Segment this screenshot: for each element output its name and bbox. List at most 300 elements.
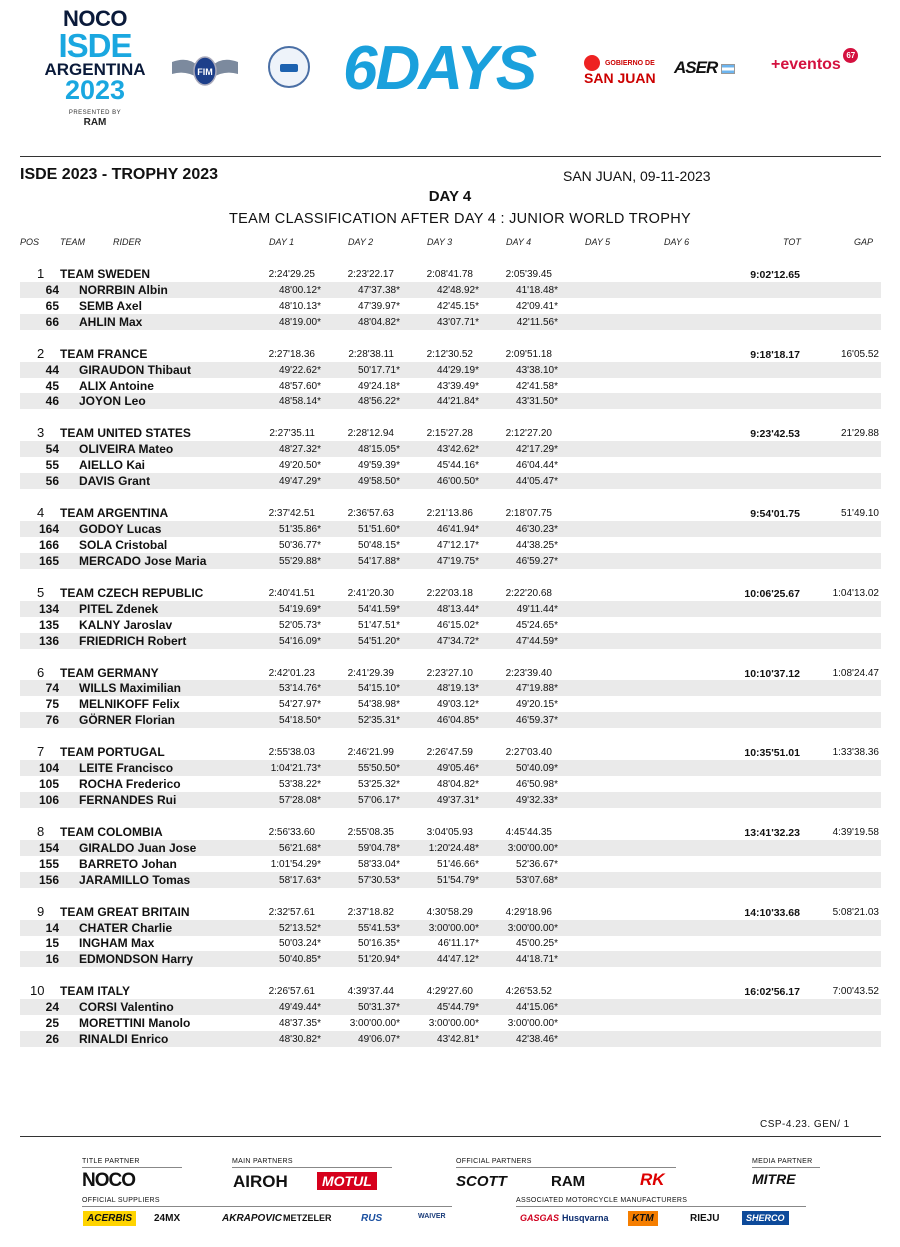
- rider-number: 166: [38, 537, 59, 552]
- rider-day-time: 52'05.73*: [279, 619, 321, 631]
- day-title: DAY 4: [428, 188, 472, 205]
- team-row: [20, 665, 881, 681]
- rider-day-time: 51'46.66*: [437, 858, 479, 870]
- team-day-time: 2:21'13.86: [426, 508, 473, 520]
- rider-day-time: 55'29.88*: [279, 555, 321, 567]
- official-suppliers-label: OFFICIAL SUPPLIERS: [82, 1197, 160, 1204]
- col-day4: DAY 4: [506, 237, 532, 247]
- rider-row: [20, 601, 881, 617]
- event-logo-line3: ARGENTINA: [44, 60, 146, 80]
- rider-day-time: 54'18.50*: [279, 715, 321, 727]
- team-day-time: 4:39'37.44: [347, 986, 394, 998]
- rider-day-time: 46'50.98*: [516, 779, 558, 790]
- rider-row: [20, 378, 881, 394]
- team-day-time: 2:18'07.75: [505, 508, 552, 520]
- team-day-time: 4:45'44.35: [505, 826, 552, 838]
- rider-number: 136: [38, 633, 59, 648]
- rider-day-time: 49'06.07*: [358, 1034, 400, 1045]
- rider-name: JARAMILLO Tomas: [79, 872, 191, 887]
- rider-name: AHLIN Max: [79, 314, 143, 329]
- rider-day-time: 47'39.97*: [358, 300, 400, 312]
- team-row: [20, 425, 881, 441]
- team-day-time: 2:26'47.59: [426, 747, 473, 759]
- team-gap: 1:08'24.47: [832, 667, 879, 679]
- acerbis-logo: ACERBIS: [83, 1211, 136, 1226]
- aser-logo: [674, 58, 735, 78]
- rider-row: [20, 298, 881, 314]
- scott-logo: SCOTT: [456, 1173, 507, 1190]
- col-day2: DAY 2: [348, 237, 374, 247]
- rider-row: [20, 393, 881, 409]
- rider-name: WILLS Maximilian: [79, 681, 182, 696]
- col-day3: DAY 3: [427, 237, 453, 247]
- rider-day-time: 50'48.15*: [358, 539, 400, 551]
- team-day-time: 3:04'05.93: [426, 826, 473, 838]
- col-day1: DAY 1: [269, 237, 295, 247]
- ram-logo: RAM: [551, 1173, 586, 1190]
- team-day-time: 2:24'29.25: [268, 269, 315, 280]
- rider-day-time: 47'44.59*: [516, 635, 558, 647]
- rider-day-time: 54'15.10*: [358, 683, 400, 695]
- rider-day-time: 53'25.32*: [358, 779, 400, 790]
- rider-name: EDMONDSON Harry: [79, 952, 194, 967]
- rider-day-time: 51'51.60*: [358, 524, 400, 535]
- team-position: 6: [37, 664, 45, 680]
- motul-logo: MOTUL: [317, 1172, 377, 1190]
- rider-day-time: 46'11.17*: [437, 938, 479, 950]
- rider-row: [20, 473, 881, 489]
- rider-number: 106: [38, 792, 59, 807]
- rider-name: PITEL Zdenek: [79, 601, 159, 616]
- rider-name: FRIEDRICH Robert: [79, 633, 187, 648]
- official-partners-label: OFFICIAL PARTNERS: [456, 1158, 532, 1165]
- rider-day-time: 49'58.50*: [358, 476, 400, 488]
- col-day6: DAY 6: [664, 237, 690, 247]
- rider-day-time: 48'00.12*: [279, 284, 321, 296]
- team-day-time: 2:37'42.51: [268, 508, 315, 520]
- rider-day-time: 50'03.24*: [279, 938, 321, 950]
- team-day-time: 2:27'03.40: [505, 747, 552, 759]
- rider-number: 26: [45, 1032, 59, 1046]
- team-day-time: 4:30'58.29: [426, 906, 473, 918]
- document-title: ISDE 2023 - TROPHY 2023: [20, 166, 219, 183]
- team-day-time: 4:29'18.96: [505, 906, 552, 918]
- place-date: SAN JUAN, 09-11-2023: [563, 168, 711, 184]
- metzeler-logo: METZELER: [283, 1213, 332, 1223]
- rider-day-time: 43'42.62*: [437, 444, 479, 456]
- rider-day-time: 48'19.00*: [279, 316, 321, 328]
- rider-day-time: 46'15.02*: [437, 619, 479, 631]
- rider-day-time: 46'59.27*: [516, 555, 558, 567]
- rider-name: CHATER Charlie: [79, 920, 173, 935]
- team-day-time: 2:40'41.51: [268, 587, 315, 599]
- team-row: [20, 266, 881, 282]
- team-total: 9:02'12.65: [750, 269, 800, 281]
- team-day-time: 2:27'18.36: [268, 348, 315, 360]
- team-total: 9:54'01.75: [750, 508, 800, 521]
- rider-row: [20, 521, 881, 537]
- rider-number: 55: [45, 458, 59, 473]
- eventos-badge: 67: [843, 48, 858, 63]
- team-row: [20, 824, 881, 840]
- rider-number: 65: [45, 298, 59, 313]
- team-position: 4: [37, 505, 45, 521]
- team-day-time: 2:26'57.61: [268, 986, 315, 998]
- rider-day-time: 46'00.50*: [437, 476, 479, 488]
- team-row: [20, 346, 881, 362]
- team-day-time: 2:05'39.45: [505, 269, 552, 280]
- rider-day-time: 43'31.50*: [516, 396, 558, 408]
- rider-row: [20, 680, 881, 696]
- rider-day-time: 50'31.37*: [358, 1002, 400, 1014]
- waiver-logo: WAIVER: [418, 1213, 446, 1220]
- rider-day-time: 49'37.31*: [437, 794, 479, 806]
- rider-day-time: 50'36.77*: [279, 539, 321, 551]
- rider-day-time: 48'04.82*: [358, 316, 400, 328]
- rider-number: 64: [45, 282, 59, 297]
- rider-day-time: 3:00'00.00*: [507, 842, 558, 854]
- rider-day-time: 49'24.18*: [358, 380, 400, 392]
- rider-day-time: 54'38.98*: [358, 699, 400, 711]
- rider-name: NORRBIN Albin: [79, 282, 168, 297]
- col-rider: RIDER: [113, 237, 142, 247]
- rider-row: [20, 617, 881, 633]
- official-suppliers-line: [82, 1206, 452, 1207]
- rider-number: 44: [45, 362, 59, 377]
- rider-day-time: 52'35.31*: [358, 715, 400, 727]
- rider-number: 56: [45, 474, 59, 489]
- rider-number: 104: [38, 761, 59, 776]
- rider-day-time: 3:00'00.00*: [428, 922, 479, 934]
- rider-day-time: 50'40.09*: [516, 763, 558, 775]
- team-total: 10:35'51.01: [744, 747, 800, 760]
- rider-row: [20, 951, 881, 967]
- rider-number: 24: [45, 1000, 59, 1015]
- rider-day-time: 55'41.53*: [358, 922, 400, 934]
- fim-emblem-icon: [170, 52, 240, 88]
- rider-day-time: 48'58.14*: [279, 396, 321, 408]
- rider-row: [20, 537, 881, 553]
- rider-day-time: 41'18.48*: [516, 284, 558, 296]
- team-gap: 21'29.88: [840, 428, 879, 440]
- rider-day-time: 46'04.44*: [516, 460, 558, 472]
- rider-name: GODOY Lucas: [79, 522, 162, 536]
- team-name: TEAM GREAT BRITAIN: [60, 904, 190, 919]
- rider-name: GIRALDO Juan Jose: [79, 840, 197, 855]
- rider-row: [20, 999, 881, 1015]
- rider-day-time: 53'07.68*: [516, 874, 558, 886]
- event-logo-line6: RAM: [83, 116, 107, 128]
- rider-number: 66: [45, 314, 59, 329]
- team-name: TEAM ITALY: [60, 984, 131, 999]
- svg-text:FIM: FIM: [197, 67, 213, 77]
- rider-day-time: 51'54.79*: [437, 874, 479, 886]
- rus-logo: RUS: [361, 1213, 383, 1224]
- rider-row: [20, 760, 881, 776]
- rider-day-time: 52'13.52*: [279, 922, 321, 934]
- team-gap: 1:04'13.02: [832, 587, 879, 599]
- rk-logo: RK: [640, 1170, 665, 1189]
- event-logo-line1: NOCO: [63, 6, 127, 31]
- rider-number: 135: [38, 617, 59, 632]
- rider-number: 156: [38, 872, 59, 887]
- rider-day-time: 42'38.46*: [516, 1034, 558, 1045]
- main-partners-label: MAIN PARTNERS: [232, 1158, 293, 1165]
- rider-day-time: 49'59.39*: [358, 460, 400, 472]
- rider-day-time: 53'14.76*: [279, 683, 321, 695]
- rider-name: RINALDI Enrico: [79, 1032, 169, 1046]
- rider-number: 25: [45, 1016, 59, 1031]
- rider-day-time: 47'12.17*: [437, 539, 479, 551]
- rider-row: [20, 712, 881, 728]
- team-position: 7: [37, 744, 45, 760]
- rider-number: 54: [45, 442, 59, 457]
- rider-row: [20, 441, 881, 457]
- team-day-time: 2:22'20.68: [505, 587, 552, 599]
- media-partner-line: [752, 1167, 820, 1168]
- team-day-time: 4:26'53.52: [505, 986, 552, 998]
- team-gap: 16'05.52: [840, 348, 879, 360]
- rider-day-time: 45'44.79*: [437, 1002, 479, 1014]
- rider-name: GÖRNER Florian: [79, 713, 176, 728]
- team-gap: 51'49.10: [840, 508, 879, 520]
- rider-day-time: 57'28.08*: [279, 794, 321, 806]
- eventos-text: +eventos: [771, 56, 841, 73]
- rider-row: [20, 920, 881, 936]
- rider-row: [20, 1015, 881, 1031]
- team-day-time: 2:23'22.17: [347, 269, 394, 280]
- event-logo-line5: PRESENTED BY: [68, 109, 122, 116]
- team-position: 3: [37, 425, 45, 441]
- noco-footer-logo: NOCO: [82, 1170, 135, 1191]
- rider-day-time: 42'17.29*: [516, 444, 558, 456]
- title-partner-line: [82, 1167, 182, 1168]
- camo-emblem-icon: [268, 46, 310, 88]
- rider-row: [20, 314, 881, 330]
- rider-day-time: 54'17.88*: [358, 555, 400, 567]
- rider-name: KALNY Jaroslav: [79, 617, 173, 632]
- rider-day-time: 43'42.81*: [437, 1034, 479, 1045]
- argentina-flag-icon: [721, 64, 735, 74]
- rider-name: INGHAM Max: [79, 936, 155, 951]
- sun-icon: [584, 55, 600, 71]
- team-row: [20, 904, 881, 920]
- rider-name: JOYON Leo: [79, 394, 146, 409]
- team-name: TEAM CZECH REPUBLIC: [60, 585, 204, 600]
- team-total: 16:02'56.17: [744, 986, 800, 999]
- rider-number: 75: [45, 697, 59, 712]
- team-name: TEAM UNITED STATES: [60, 426, 191, 441]
- team-day-time: 2:55'08.35: [347, 826, 394, 838]
- team-day-time: 2:12'30.52: [426, 348, 473, 360]
- team-name: TEAM SWEDEN: [60, 267, 150, 281]
- team-gap: 5:08'21.03: [832, 906, 879, 918]
- rider-day-time: 49'05.46*: [437, 763, 479, 775]
- header-logos: [0, 0, 900, 140]
- rider-day-time: 49'32.33*: [516, 794, 558, 806]
- rider-day-time: 43'38.10*: [516, 364, 558, 376]
- rider-day-time: 51'35.86*: [279, 524, 321, 535]
- team-name: TEAM GERMANY: [60, 665, 159, 680]
- rider-day-time: 48'19.13*: [437, 683, 479, 695]
- eventos-logo: [771, 51, 858, 74]
- event-logo-line2: ISDE: [58, 27, 132, 64]
- team-total: 14:10'33.68: [744, 906, 800, 919]
- rider-day-time: 44'47.12*: [437, 954, 479, 966]
- rider-day-time: 58'33.04*: [358, 858, 400, 870]
- team-day-time: 2:23'27.10: [426, 667, 473, 679]
- rider-day-time: 50'40.85*: [279, 954, 321, 966]
- rider-day-time: 50'17.71*: [358, 364, 400, 376]
- rider-day-time: 49'22.62*: [279, 364, 321, 376]
- rider-day-time: 58'17.63*: [279, 874, 321, 886]
- rider-day-time: 43'39.49*: [437, 380, 479, 392]
- rider-day-time: 54'41.59*: [358, 603, 400, 615]
- team-row: [20, 744, 881, 760]
- rider-name: AIELLO Kai: [79, 458, 146, 473]
- rider-row: [20, 633, 881, 649]
- rider-day-time: 3:00'00.00*: [349, 1018, 400, 1030]
- san-juan-logo: [584, 55, 656, 86]
- team-day-time: 2:23'39.40: [505, 667, 552, 679]
- rider-day-time: 49'03.12*: [437, 699, 479, 711]
- rider-day-time: 47'37.38*: [358, 284, 400, 296]
- rider-day-time: 42'09.41*: [516, 300, 558, 312]
- rider-day-time: 47'34.72*: [437, 635, 479, 647]
- rider-day-time: 3:00'00.00*: [507, 1018, 558, 1030]
- ktm-logo: KTM: [628, 1211, 658, 1226]
- rider-row: [20, 840, 881, 856]
- rider-day-time: 42'41.58*: [516, 380, 558, 392]
- team-day-time: 2:08'41.78: [426, 269, 473, 280]
- rider-day-time: 44'29.19*: [437, 364, 479, 376]
- official-partners-line: [456, 1167, 676, 1168]
- rider-row: [20, 872, 881, 888]
- rider-day-time: 48'15.05*: [358, 444, 400, 456]
- rider-name: GIRAUDON Thibaut: [79, 362, 191, 377]
- media-partner-label: MEDIA PARTNER: [752, 1158, 813, 1165]
- rider-row: [20, 362, 881, 378]
- rider-day-time: 45'44.16*: [437, 460, 479, 472]
- rider-day-time: 51'47.51*: [358, 619, 400, 631]
- rider-day-time: 48'27.32*: [279, 444, 321, 456]
- rider-name: FERNANDES Rui: [79, 792, 177, 807]
- rider-day-time: 47'19.75*: [437, 555, 479, 567]
- team-day-time: 2:15'27.28: [426, 428, 473, 440]
- rider-number: 154: [38, 840, 59, 855]
- team-total: 9:18'18.17: [750, 348, 800, 361]
- rider-row: [20, 792, 881, 808]
- san-juan-big: SAN JUAN: [584, 70, 656, 86]
- team-day-time: 2:46'21.99: [347, 747, 394, 759]
- rider-name: ALIX Antoine: [79, 378, 154, 393]
- husqvarna-logo: Husqvarna: [562, 1213, 609, 1223]
- team-day-time: 2:28'12.94: [347, 428, 394, 440]
- event-logo: [40, 8, 150, 128]
- sherco-logo: SHERCO: [742, 1211, 789, 1225]
- rider-day-time: 49'11.44*: [516, 603, 558, 615]
- rider-day-time: 46'04.85*: [437, 715, 479, 727]
- rider-day-time: 42'11.56*: [516, 316, 558, 328]
- team-day-time: 2:27'35.11: [269, 428, 315, 440]
- rider-number: 45: [45, 378, 59, 393]
- document-code: CSP-4.23. GEN/ 1: [760, 1119, 850, 1130]
- rider-name: SOLA Cristobal: [79, 537, 168, 552]
- rider-day-time: 48'04.82*: [437, 779, 479, 790]
- rider-day-time: 48'13.44*: [437, 603, 479, 615]
- rider-day-time: 50'16.35*: [358, 938, 400, 950]
- rider-name: DAVIS Grant: [79, 474, 151, 489]
- team-total: 10:10'37.12: [744, 667, 800, 680]
- manufacturers-label: ASSOCIATED MOTORCYCLE MANUFACTURERS: [516, 1197, 688, 1204]
- team-row: [20, 585, 881, 601]
- rider-day-time: 3:00'00.00*: [428, 1018, 479, 1030]
- rider-day-time: 51'20.94*: [358, 954, 400, 966]
- rider-name: OLIVEIRA Mateo: [79, 442, 174, 457]
- team-gap: 1:33'38.36: [832, 747, 879, 759]
- team-position: 8: [37, 823, 45, 839]
- event-logo-line4: 2023: [64, 75, 126, 106]
- team-position: 1: [37, 266, 45, 281]
- rider-name: SEMB Axel: [79, 298, 142, 313]
- rider-day-time: 1:20'24.48*: [428, 842, 479, 854]
- 24mx-logo: 24MX: [154, 1213, 181, 1224]
- rider-row: [20, 457, 881, 473]
- team-gap: 7:00'43.52: [832, 986, 879, 998]
- airoh-logo: AIROH: [233, 1172, 288, 1191]
- team-day-time: 2:28'38.11: [348, 348, 394, 360]
- rider-row: [20, 1031, 881, 1047]
- header-divider: [20, 156, 881, 157]
- rider-day-time: 52'36.67*: [516, 858, 558, 870]
- rider-day-time: 46'59.37*: [516, 715, 558, 727]
- rider-day-time: 49'47.29*: [279, 476, 321, 488]
- col-gap: GAP: [854, 237, 874, 247]
- rider-day-time: 45'00.25*: [516, 938, 558, 950]
- rider-name: MERCADO Jose Maria: [79, 553, 207, 568]
- rider-name: MORETTINI Manolo: [79, 1016, 191, 1031]
- rider-number: 165: [38, 553, 59, 568]
- team-day-time: 2:36'57.63: [347, 508, 394, 520]
- rider-row: [20, 935, 881, 951]
- col-day5: DAY 5: [585, 237, 611, 247]
- six-days-logo: 6DAYS: [343, 34, 536, 103]
- rider-number: 164: [38, 522, 59, 536]
- team-total: 10:06'25.67: [744, 587, 800, 600]
- rider-day-time: 49'49.44*: [279, 1002, 321, 1014]
- column-headers: [0, 237, 900, 251]
- rider-day-time: 54'16.09*: [279, 635, 321, 647]
- rider-number: 155: [38, 856, 59, 871]
- rider-day-time: 55'50.50*: [358, 763, 400, 775]
- rider-row: [20, 553, 881, 569]
- rider-name: MELNIKOFF Felix: [79, 697, 180, 712]
- san-juan-small: GOBIERNO DE: [604, 59, 655, 67]
- team-row: [20, 505, 881, 521]
- mitre-logo: MITRE: [752, 1171, 796, 1187]
- rider-day-time: 48'10.13*: [279, 300, 321, 312]
- team-day-time: 2:12'27.20: [505, 428, 552, 440]
- rider-day-time: 59'04.78*: [358, 842, 400, 854]
- rider-row: [20, 776, 881, 792]
- rider-number: 76: [45, 713, 59, 728]
- col-team: TEAM: [60, 237, 86, 247]
- rider-name: LEITE Francisco: [79, 761, 174, 776]
- team-total: 9:23'42.53: [750, 428, 800, 441]
- rider-number: 15: [45, 936, 59, 951]
- rider-name: BARRETO Johan: [79, 856, 177, 871]
- rider-day-time: 54'27.97*: [279, 699, 321, 711]
